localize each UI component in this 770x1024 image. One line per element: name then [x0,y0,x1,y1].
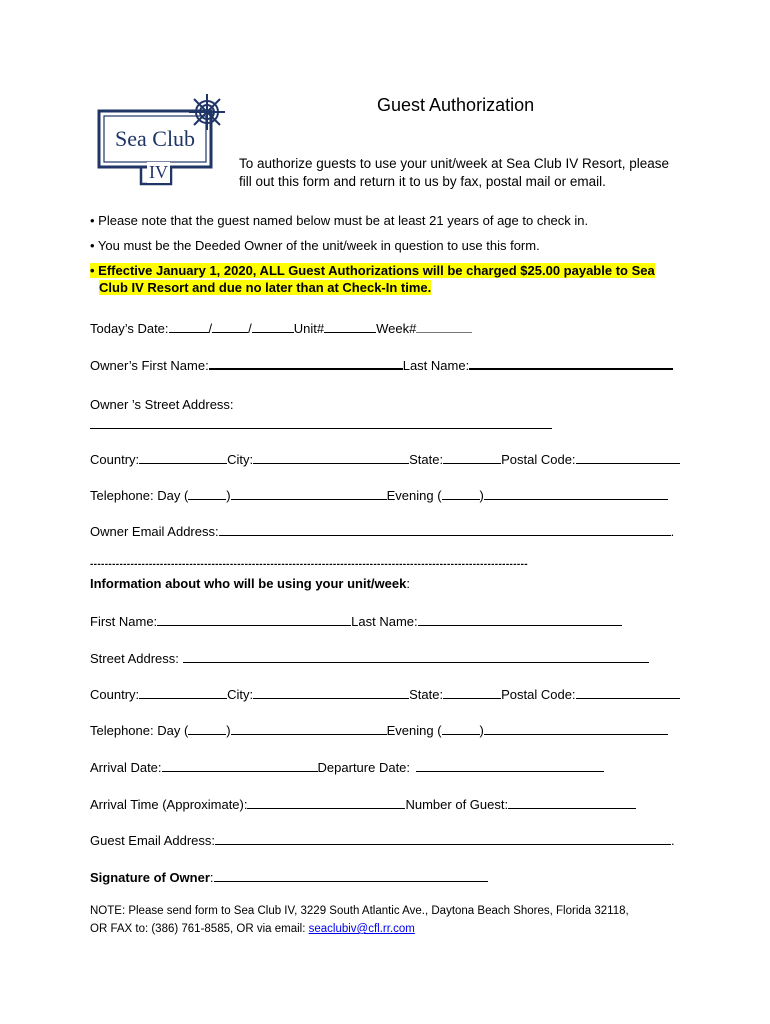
arrival-date-label: Arrival Date: [90,760,162,775]
owner-country-field[interactable] [139,451,227,464]
num-guests-label: Number of Guest: [405,797,509,812]
guest-name-row [90,613,622,629]
guest-city-label: City: [227,687,254,702]
paren: ) [479,723,484,738]
guest-last-name-field[interactable] [418,613,622,626]
guest-street-row [90,650,649,666]
owner-street-label: Owner ’s Street Address: [90,397,234,412]
owner-email-row [90,523,674,539]
owner-state-field[interactable] [443,451,501,464]
date-separator: / [208,321,213,336]
note-line-2 [90,923,415,935]
email-link[interactable]: seaclubiv@cfl.rr.com [308,923,415,935]
logo-text: Sea Club [115,126,196,151]
guest-time-row [90,796,636,812]
owner-last-name-field[interactable] [469,356,673,370]
intro-line-1: To authorize guests to use your unit/week at Sea Club IV Resort, please [239,156,669,171]
num-guests-field[interactable] [508,796,636,809]
owner-postal-label: Postal Code: [501,452,576,467]
todays-date-label: Today’s Date: [90,321,169,336]
date-day-field[interactable] [212,320,248,333]
todays-date-row [90,320,472,336]
guest-email-label: Guest Email Address: [90,833,215,848]
guest-heading-text: Information about who will be using your unit/week [90,576,407,591]
colon: : [406,576,410,591]
section-divider: ----------------------------------------------------------------------------------------------------------------------- [90,559,528,570]
guest-city-field[interactable] [253,686,409,699]
guest-postal-field[interactable] [576,686,680,699]
guest-evening-phone-field[interactable] [484,722,668,735]
guest-evening-area-code-field[interactable] [442,722,480,735]
owner-city-field[interactable] [253,451,409,464]
guest-section-heading [90,576,410,591]
owner-state-label: State: [409,452,444,467]
guest-country-field[interactable] [139,686,227,699]
owner-first-name-field[interactable] [209,356,403,370]
page-title: Guest Authorization [377,95,535,115]
note-line-2-text: OR FAX to: (386) 761-8585, OR via email: [90,923,309,935]
unit-field[interactable] [324,320,376,333]
arrival-date-field[interactable] [162,759,318,772]
arrival-time-label: Arrival Time (Approximate): [90,797,248,812]
week-label: Week# [376,321,417,336]
intro-line-2: fill out this form and return it to us by fax, postal mail or email. [239,174,606,189]
guest-street-label: Street Address: [90,651,179,666]
unit-label: Unit# [293,321,325,336]
guest-email-field[interactable] [215,832,671,845]
guest-state-label: State: [409,687,444,702]
guest-day-phone-field[interactable] [231,722,387,735]
owner-phone-row [90,487,668,503]
guest-location-row [90,686,680,702]
owner-last-name-label: Last Name: [402,358,470,373]
guest-last-name-label: Last Name: [351,614,418,629]
guest-day-phone-label: Telephone: Day ( [90,723,189,738]
owner-day-phone-label: Telephone: Day ( [90,488,189,503]
owner-country-label: Country: [90,452,140,467]
owner-evening-label: Evening ( [386,488,442,503]
bullet-owner: • You must be the Deeded Owner of the unit/week in question to use this form. [90,238,540,253]
guest-phone-row [90,722,668,738]
owner-street-field[interactable] [90,416,552,429]
bullet-age: • Please note that the guest named below must be at least 21 years of age to check in. [90,213,589,228]
owner-evening-area-code-field[interactable] [442,487,480,500]
owner-first-name-label: Owner’s First Name: [90,358,209,373]
guest-state-field[interactable] [443,686,501,699]
departure-date-label: Departure Date: [317,760,411,775]
date-year-field[interactable] [252,320,294,333]
guest-evening-label: Evening ( [386,723,442,738]
colon: : [209,870,214,885]
bullet-fee-line-2: Club IV Resort and due no later than at Check-In time. [99,280,432,295]
date-separator: / [248,321,252,336]
owner-location-row [90,451,680,467]
guest-day-area-code-field[interactable] [188,722,226,735]
signature-label: Signature of Owner [90,870,210,885]
guest-first-name-field[interactable] [157,613,351,626]
date-month-field[interactable] [169,320,209,333]
signature-field[interactable] [214,869,488,882]
signature-row [90,869,488,885]
owner-day-phone-field[interactable] [231,487,387,500]
guest-dates-row [90,759,604,775]
paren: ) [479,488,484,503]
paren: ) [226,488,231,503]
guest-street-field[interactable] [183,650,649,663]
owner-evening-phone-field[interactable] [484,487,668,500]
period: . [671,833,675,848]
paren: ) [226,723,231,738]
guest-country-label: Country: [90,687,140,702]
owner-postal-field[interactable] [576,451,680,464]
owner-day-area-code-field[interactable] [188,487,226,500]
arrival-time-field[interactable] [247,796,405,809]
departure-date-field[interactable] [416,759,604,772]
owner-city-label: City: [227,452,254,467]
sea-club-logo [95,90,235,190]
guest-postal-label: Postal Code: [501,687,576,702]
guest-email-row [90,832,675,848]
owner-name-row [90,356,673,373]
period: . [670,524,675,539]
logo-numeral: IV [149,162,168,182]
guest-first-name-label: First Name: [90,614,158,629]
owner-email-field[interactable] [219,523,671,536]
week-field[interactable] [416,320,472,333]
note-line-1: NOTE: Please send form to Sea Club IV, 3229 South Atlantic Ave., Daytona Beach Shores, Florida 32118, [90,905,629,917]
owner-email-label: Owner Email Address: [90,524,219,539]
bullet-fee-line-1: • Effective January 1, 2020, ALL Guest Authorizations will be charged $25.00 payable to Sea [90,263,655,278]
